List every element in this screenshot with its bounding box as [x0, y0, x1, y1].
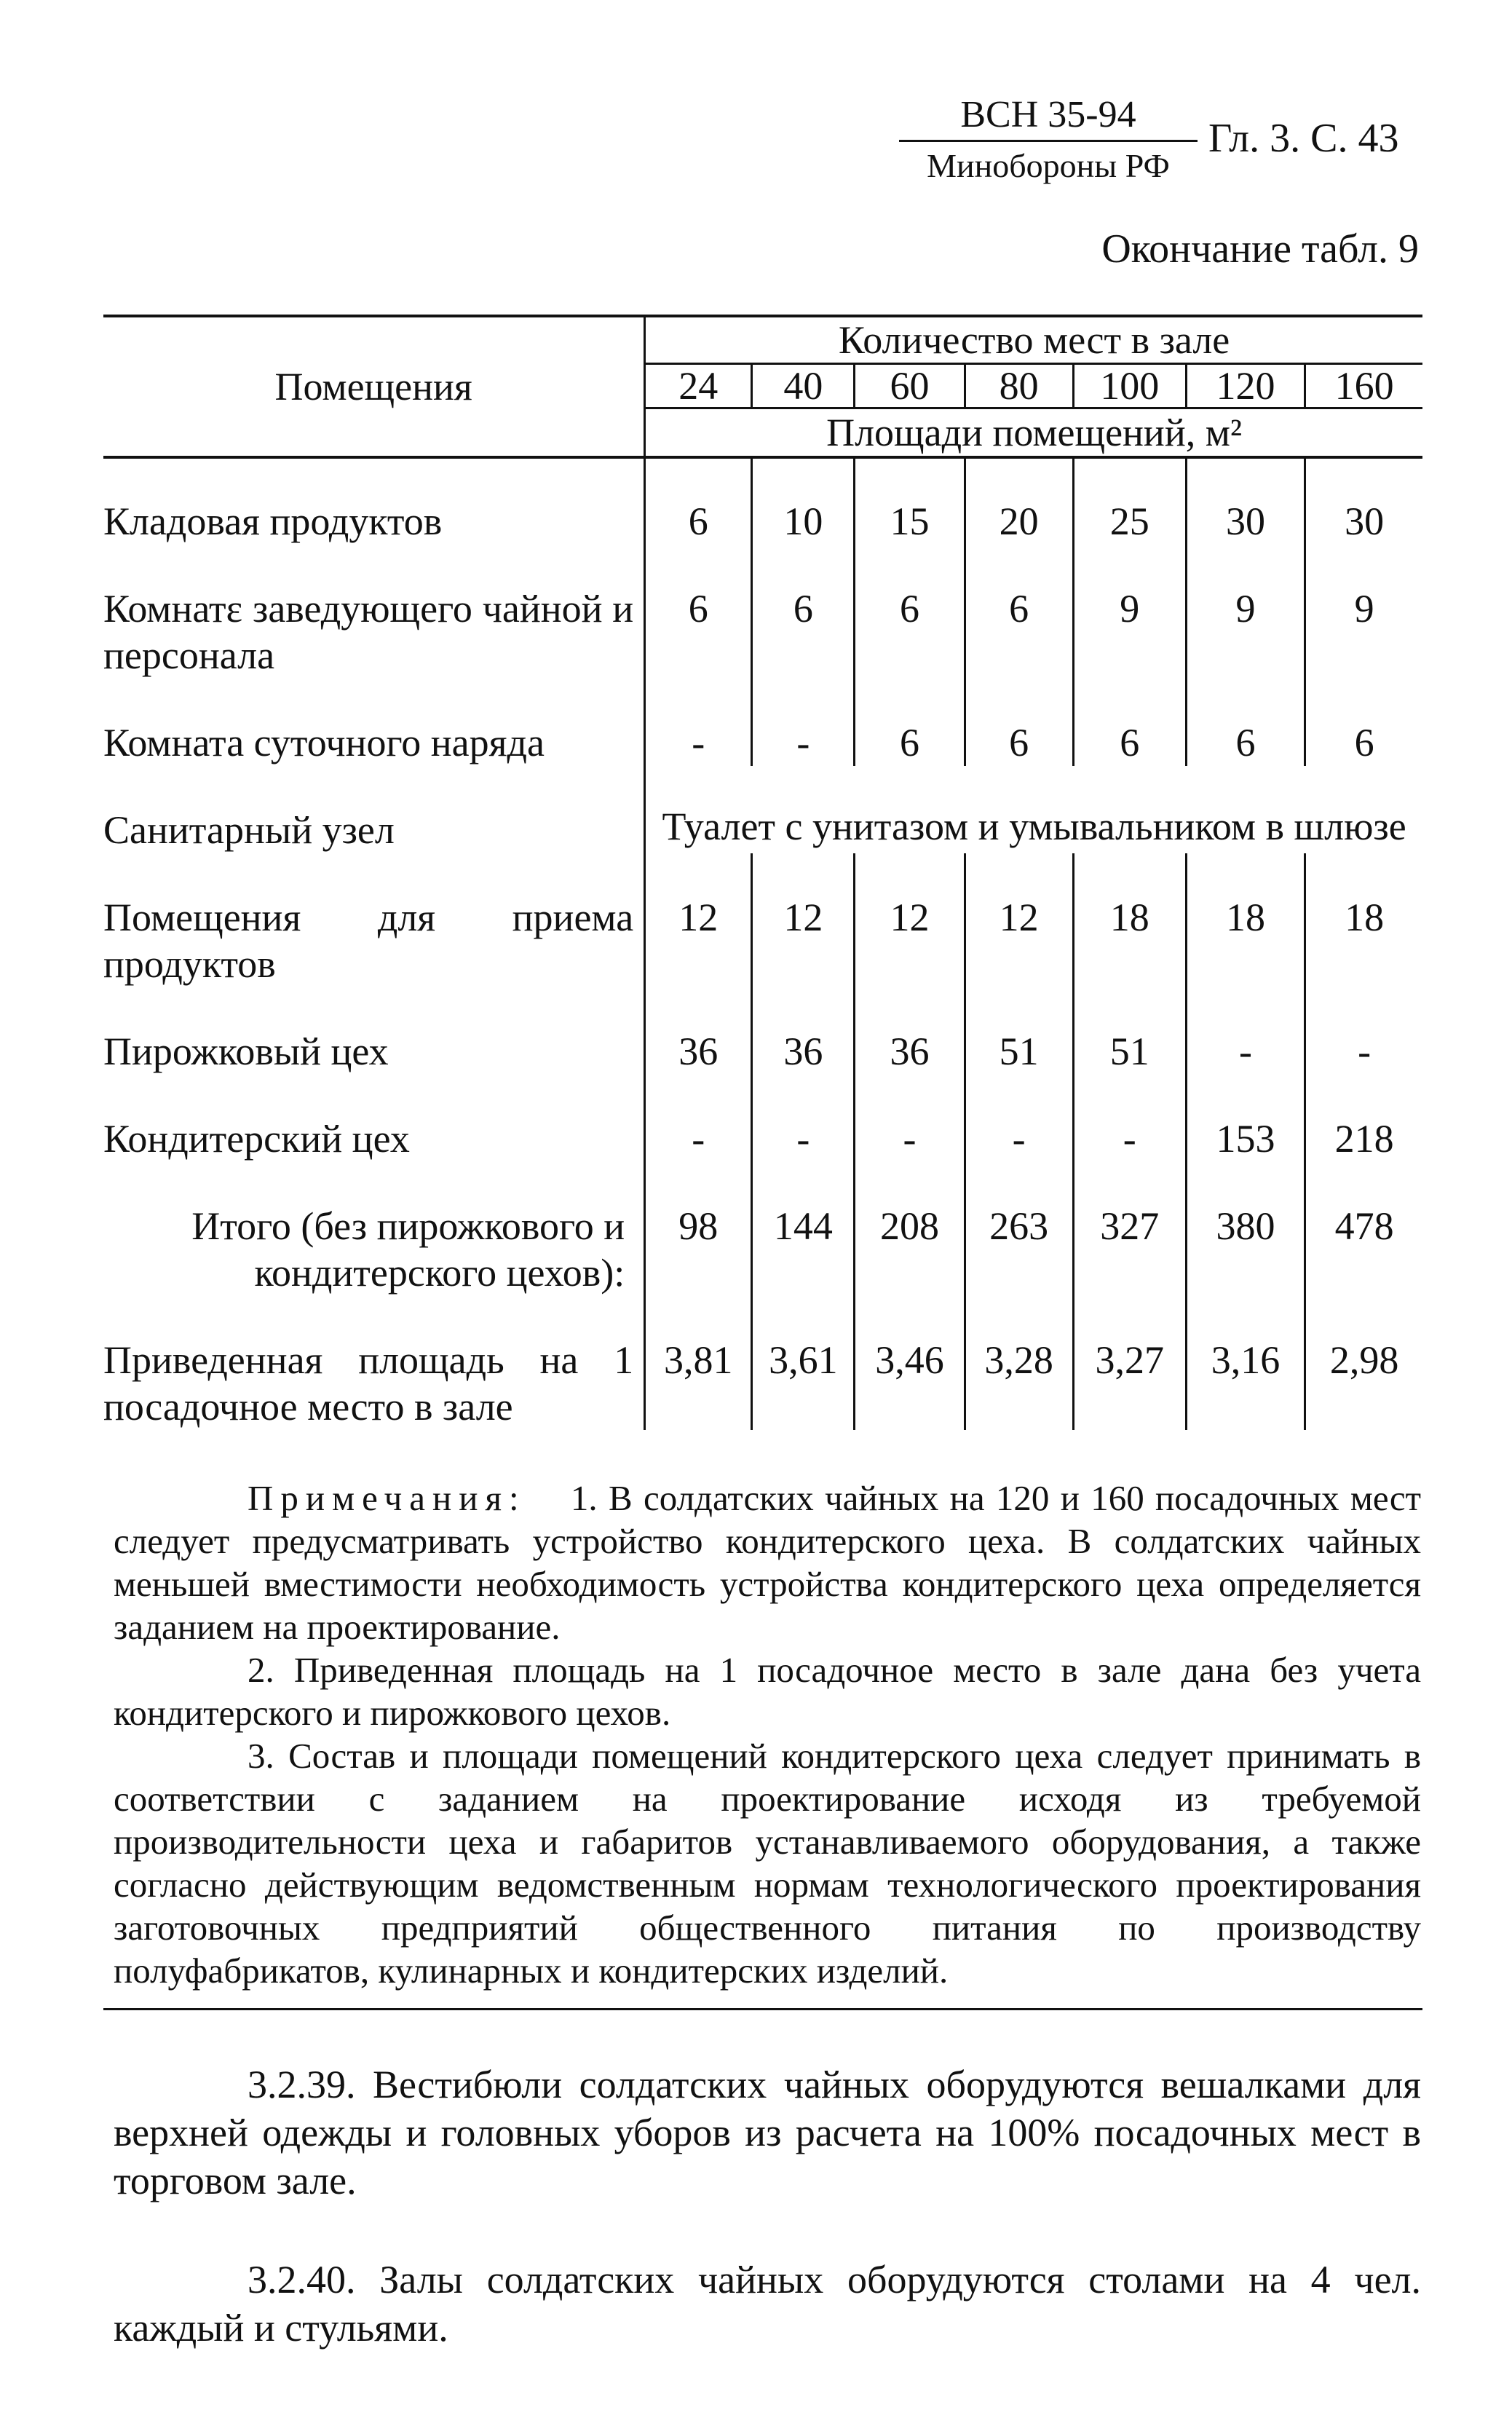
- table-cell: -: [645, 679, 752, 766]
- area-header: Площади помещений, м²: [645, 408, 1422, 458]
- table-cell: 18: [1345, 896, 1385, 939]
- table-cell: 25: [1073, 457, 1186, 545]
- seat-count-header: 120: [1186, 364, 1305, 408]
- document-code-block: [899, 93, 1198, 186]
- table-cell: 327: [1073, 1162, 1186, 1296]
- table-cell: 36: [752, 987, 855, 1075]
- table-cell: 18: [1073, 853, 1186, 987]
- document-code: ВСН 35-94: [960, 94, 1136, 135]
- notes-label: Примечания:: [248, 1478, 526, 1518]
- row-label: Приведенная площадь на 1 посадочное место в зале: [103, 1296, 645, 1430]
- table-cell: -: [1358, 1030, 1372, 1073]
- seat-count-header: 80: [965, 364, 1073, 408]
- table-cell: 30: [1186, 457, 1305, 545]
- table-cell: 15: [855, 457, 965, 545]
- table-row: [103, 457, 1422, 545]
- table-row: [103, 766, 1422, 853]
- table-cell: 36: [645, 987, 752, 1075]
- table-cell: -: [752, 1075, 855, 1162]
- table-cell: -: [645, 1075, 752, 1162]
- table-cell: -: [855, 1075, 965, 1162]
- table-row: [103, 853, 1422, 987]
- table-cell: 6: [855, 545, 965, 679]
- table-cell: 36: [855, 987, 965, 1075]
- table-row: [103, 545, 1422, 679]
- rooms-column-header: Помещения: [103, 316, 645, 457]
- seat-count-header: 160: [1305, 364, 1422, 408]
- seat-count-header: 40: [752, 364, 855, 408]
- rooms-area-table: [103, 315, 1422, 1430]
- table-cell: -: [1186, 987, 1305, 1075]
- table-cell: -: [752, 679, 855, 766]
- table-cell: 9: [1354, 587, 1374, 631]
- note-1: [114, 1477, 1421, 1648]
- table-cell: 12: [645, 853, 752, 987]
- table-cell: 6: [855, 679, 965, 766]
- table-cell: 3,27: [1073, 1296, 1186, 1430]
- table-cell: 6: [965, 679, 1073, 766]
- table-cell: 144: [752, 1162, 855, 1296]
- note-1-text: 1. В солдатских чайных на 120 и 160 посадочных мест следует предусматривать устройство кондитерского цеха. В солдатских чайных меньшей вместимости необходимость устройства кондитерского цеха определяется заданием на проектирование.: [114, 1478, 1421, 1647]
- table-cell: -: [1073, 1075, 1186, 1162]
- table-row: [103, 1075, 1422, 1162]
- table-cell: 153: [1186, 1075, 1305, 1162]
- table-caption: Окончание табл. 9: [1101, 226, 1419, 272]
- paragraph-3-2-40: [114, 2256, 1421, 2352]
- table-cell: 263: [965, 1162, 1073, 1296]
- table-cell: 6: [645, 545, 752, 679]
- section-divider: [103, 2008, 1422, 2010]
- table-cell: 218: [1334, 1117, 1394, 1161]
- seat-count-header: 100: [1073, 364, 1186, 408]
- note-3: 3. Состав и площади помещений кондитерского цеха следует принимать в соответствии с заданием на проектирование исходя из требуемой производительности цеха и габаритов устанавливаемого оборудования, а также согласно действующим ведомственным нормам технологического проектирования заготовочных предприятий общественного питания по производству полуфабрикатов, кулинарных и кондитерских изделий.: [114, 1736, 1421, 1991]
- table-row: [103, 987, 1422, 1075]
- table-cell: 6: [1354, 721, 1374, 764]
- table-cell: 12: [855, 853, 965, 987]
- table-cell: 30: [1345, 499, 1385, 543]
- header-rule: [899, 140, 1198, 142]
- table-cell: 51: [965, 987, 1073, 1075]
- table-cell: 6: [965, 545, 1073, 679]
- row-label: Комнатɛ заведующего чайной и персонала: [103, 545, 645, 679]
- table-cell: 18: [1186, 853, 1305, 987]
- row-label: Санитарный узел: [103, 766, 645, 853]
- row-label: Итого (без пирожкового и кондитерского цехов):: [103, 1162, 645, 1296]
- paragraph-text: 3.2.40. Залы солдатских чайных оборудуются столами на 4 чел. каждый и стульями.: [114, 2258, 1421, 2350]
- row-label: Пирожковый цех: [103, 987, 645, 1075]
- table-cell: 208: [855, 1162, 965, 1296]
- notes-block: [114, 1477, 1421, 1992]
- table-row: [103, 1162, 1422, 1296]
- paragraph-3-2-39: [114, 2060, 1421, 2205]
- seats-header: Количество мест в зале: [645, 316, 1422, 364]
- table-cell: 12: [752, 853, 855, 987]
- page-reference: Гл. 3. С. 43: [1208, 116, 1399, 161]
- table-cell: 6: [1073, 679, 1186, 766]
- table-cell: -: [965, 1075, 1073, 1162]
- table-cell: 2,98: [1329, 1338, 1399, 1382]
- issuing-organization: Минобороны РФ: [927, 147, 1170, 184]
- table-cell: 3,81: [645, 1296, 752, 1430]
- table-cell: 51: [1073, 987, 1186, 1075]
- row-label: Помещения для приема продуктов: [103, 853, 645, 987]
- table-cell: 6: [1186, 679, 1305, 766]
- table-cell: 10: [752, 457, 855, 545]
- table-cell: 3,61: [752, 1296, 855, 1430]
- table-cell: 9: [1186, 545, 1305, 679]
- table-cell: 380: [1186, 1162, 1305, 1296]
- table-cell: 3,16: [1186, 1296, 1305, 1430]
- row-span-note: Туалет с унитазом и умывальником в шлюзе: [662, 805, 1406, 848]
- row-label: Кладовая продуктов: [103, 457, 645, 545]
- table-cell: 12: [965, 853, 1073, 987]
- row-label: Комната суточного наряда: [103, 679, 645, 766]
- table-cell: 478: [1334, 1204, 1394, 1248]
- seat-count-header: 60: [855, 364, 965, 408]
- note-2: 2. Приведенная площадь на 1 посадочное место в зале дана без учета кондитерского и пирожкового цехов.: [114, 1650, 1421, 1733]
- table-cell: 3,28: [965, 1296, 1073, 1430]
- table-cell: 3,46: [855, 1296, 965, 1430]
- row-label: Кондитерский цех: [103, 1075, 645, 1162]
- table-cell: 6: [645, 457, 752, 545]
- table-cell: 9: [1073, 545, 1186, 679]
- table-cell: 20: [965, 457, 1073, 545]
- paragraph-text: 3.2.39. Вестибюли солдатских чайных оборудуются вешалками для верхней одежды и головных уборов из расчета на 100% посадочных мест в торговом зале.: [114, 2063, 1421, 2202]
- seat-count-header: 24: [645, 364, 752, 408]
- table-cell: 98: [645, 1162, 752, 1296]
- table-row: [103, 1296, 1422, 1430]
- table-cell: 6: [752, 545, 855, 679]
- table-row: [103, 679, 1422, 766]
